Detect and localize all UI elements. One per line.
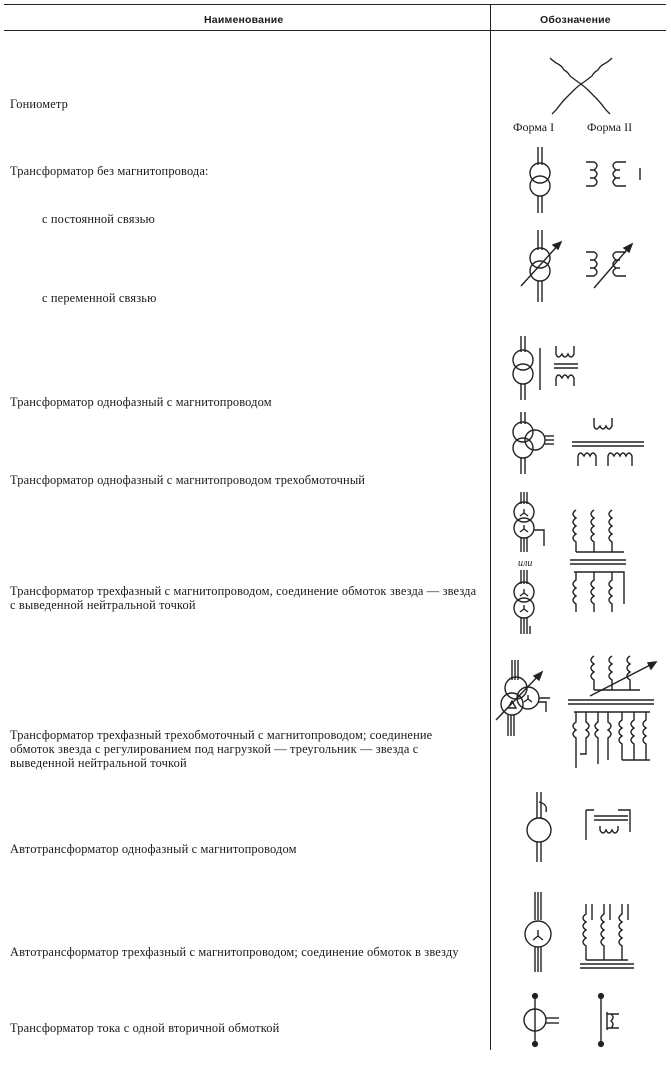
goniometer-symbol [540, 52, 620, 122]
row-single-phase: Трансформатор однофазный с магнитопроводом [10, 395, 272, 409]
single-phase-transformer-symbol [512, 334, 592, 402]
row-three-phase-star-star: Трансформатор трехфазный с магнитопроводом, соединение обмоток звезда — звезда с выведенной нейтральной точкой [10, 584, 477, 612]
row-autotransformer-single: Автотрансформатор однофазный с магнитопроводом [10, 842, 297, 856]
header-name: Наименование [204, 14, 284, 26]
row-transformer-no-core: Трансформатор без магнитопровода: [10, 164, 209, 178]
three-phase-three-winding-transformer-symbol [494, 650, 664, 774]
transformer-variable-coupling-form1 [515, 228, 565, 306]
three-winding-transformer-symbol [512, 410, 662, 476]
table-top-border [4, 4, 666, 5]
header-bottom-border [4, 30, 666, 31]
form-2-label: Форма II [587, 120, 633, 134]
row-three-phase-three-winding: Трансформатор трехфазный трехобмоточный с магнитопроводом; соединение обмоток звезда с регулированием под нагрузкой — треугольник — звезда с выведенной нейтральной точкой [10, 728, 433, 770]
ili-label: или [518, 558, 533, 569]
row-three-winding: Трансформатор однофазный с магнитопроводом трехобмоточный [10, 473, 366, 487]
current-transformer-symbol [515, 990, 645, 1046]
transformer-fixed-coupling-form1 [520, 145, 560, 215]
row-fixed-coupling: с постоянной связью [42, 212, 155, 226]
transformer-variable-coupling-form2 [582, 238, 652, 294]
transformer-fixed-coupling-form2 [582, 158, 652, 198]
column-divider [490, 4, 491, 1050]
form-1-label: Форма I [513, 120, 555, 134]
row-goniometer: Гониометр [10, 97, 68, 111]
three-phase-autotransformer-symbol [518, 890, 658, 986]
single-phase-autotransformer-symbol [520, 790, 640, 868]
header-designation: Обозначение [540, 14, 611, 26]
three-phase-star-star-transformer-symbol [508, 490, 658, 640]
row-current-transformer: Трансформатор тока с одной вторичной обмоткой [10, 1021, 280, 1035]
row-autotransformer-three-phase: Автотрансформатор трехфазный с магнитопроводом; соединение обмоток в звезду [10, 945, 459, 959]
row-variable-coupling: с переменной связью [42, 291, 157, 305]
